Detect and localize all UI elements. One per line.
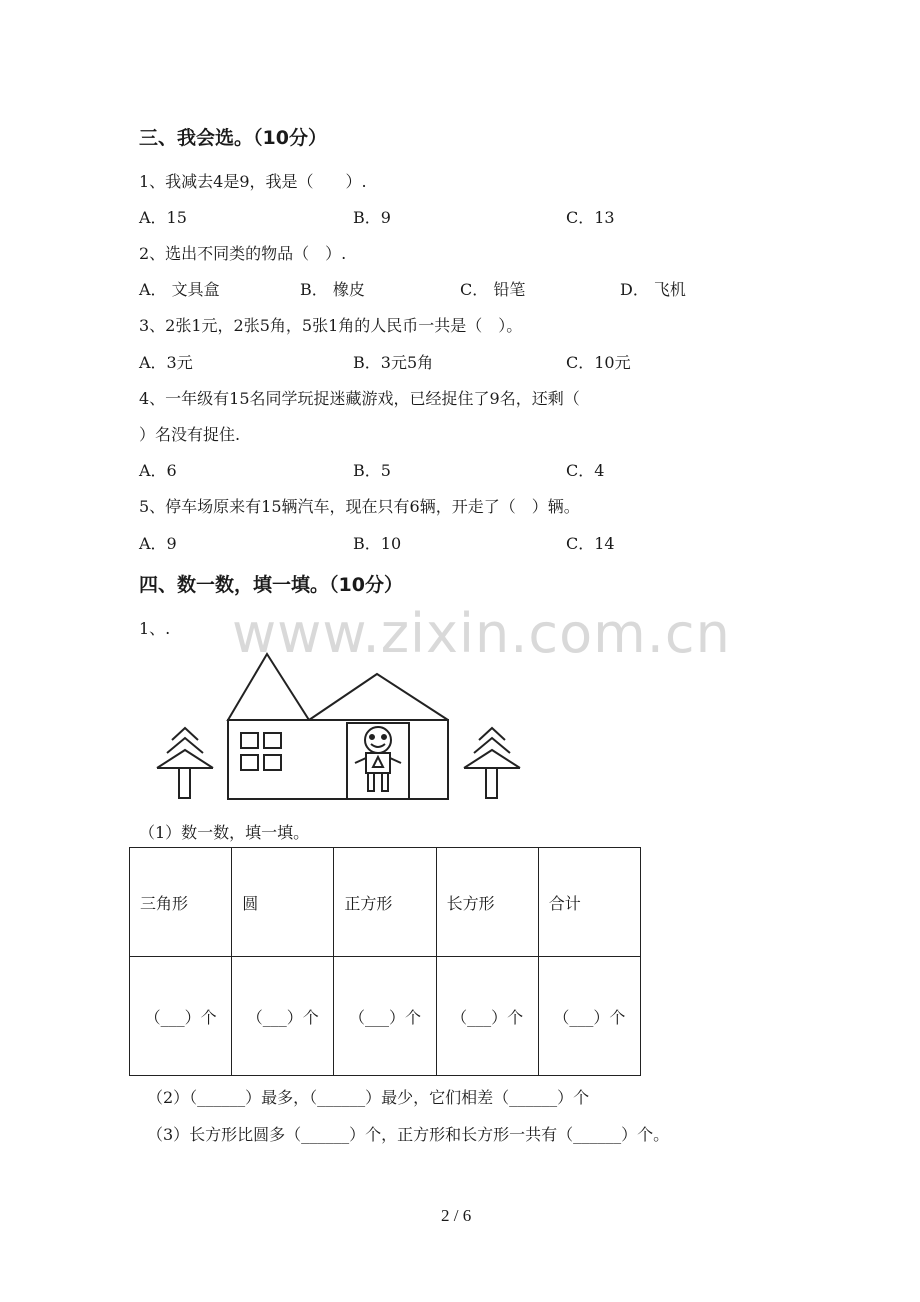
cell-rectangle-blank[interactable]: （___）个 (436, 957, 538, 1076)
s4-sub2: （2）（______）最多，（______）最少，它们相差（______）个 (147, 1088, 590, 1107)
house-figure (150, 648, 530, 804)
q1-option-b: B．9 (353, 208, 391, 227)
header-square: 正方形 (334, 848, 436, 957)
cell-square-blank[interactable]: （___）个 (334, 957, 436, 1076)
header-triangle: 三角形 (130, 848, 232, 957)
header-rectangle: 长方形 (436, 848, 538, 957)
left-tree-icon (157, 728, 213, 798)
cell-triangle-blank[interactable]: （___）个 (130, 957, 232, 1076)
door-icon (347, 723, 409, 799)
s4-sub3: （3）长方形比圆多（______）个，正方形和长方形一共有（______）个。 (147, 1125, 670, 1144)
q5-option-a: A．9 (139, 534, 177, 553)
q4-option-a: A．6 (139, 461, 177, 480)
q4-option-c: C．4 (566, 461, 605, 480)
q3-text: 3、2张1元，2张5角，5张1角的人民币一共是（ ）。 (139, 316, 523, 335)
q2-option-c: C． 铅笔 (460, 280, 526, 299)
q2-text: 2、选出不同类的物品（ ）. (139, 244, 347, 263)
q1-text: 1、我减去4是9，我是（ ）. (139, 172, 367, 191)
q1-option-c: C．13 (566, 208, 615, 227)
s4-sub1: （1）数一数，填一填。 (139, 823, 310, 842)
page-number: 2 / 6 (441, 1206, 472, 1225)
watermark: www.zixin.com.cn (232, 602, 731, 665)
q2-option-a: A． 文具盒 (139, 280, 220, 299)
q3-option-b: B．3元5角 (353, 353, 434, 372)
q2-option-b: B． 橡皮 (300, 280, 365, 299)
header-total: 合计 (538, 848, 640, 957)
robot-icon (355, 727, 401, 791)
s4-q1-label: 1、. (139, 619, 171, 638)
q4-option-b: B．5 (353, 461, 391, 480)
q4-line1: 4、一年级有15名同学玩捉迷藏游戏，已经捉住了9名，还剩（ (139, 389, 580, 408)
q4-line2: ）名没有捉住. (139, 425, 241, 444)
q3-option-a: A．3元 (139, 353, 193, 372)
q2-option-d: D． 飞机 (620, 280, 686, 299)
cell-circle-blank[interactable]: （___）个 (232, 957, 334, 1076)
q1-option-a: A．15 (139, 208, 187, 227)
q5-option-c: C．14 (566, 534, 615, 553)
q5-option-b: B．10 (353, 534, 402, 553)
section3-title: 三、我会选。（10分） (139, 127, 327, 149)
q3-option-c: C．10元 (566, 353, 631, 372)
q5-text: 5、停车场原来有15辆汽车，现在只有6辆，开走了（ ）辆。 (139, 497, 580, 516)
shape-count-table (129, 847, 641, 1076)
header-circle: 圆 (232, 848, 334, 957)
window-icon (241, 733, 281, 770)
house-icon (228, 654, 448, 799)
section4-title: 四、数一数，填一填。（10分） (139, 574, 403, 596)
right-tree-icon (464, 728, 520, 798)
cell-total-blank[interactable]: （___）个 (538, 957, 640, 1076)
